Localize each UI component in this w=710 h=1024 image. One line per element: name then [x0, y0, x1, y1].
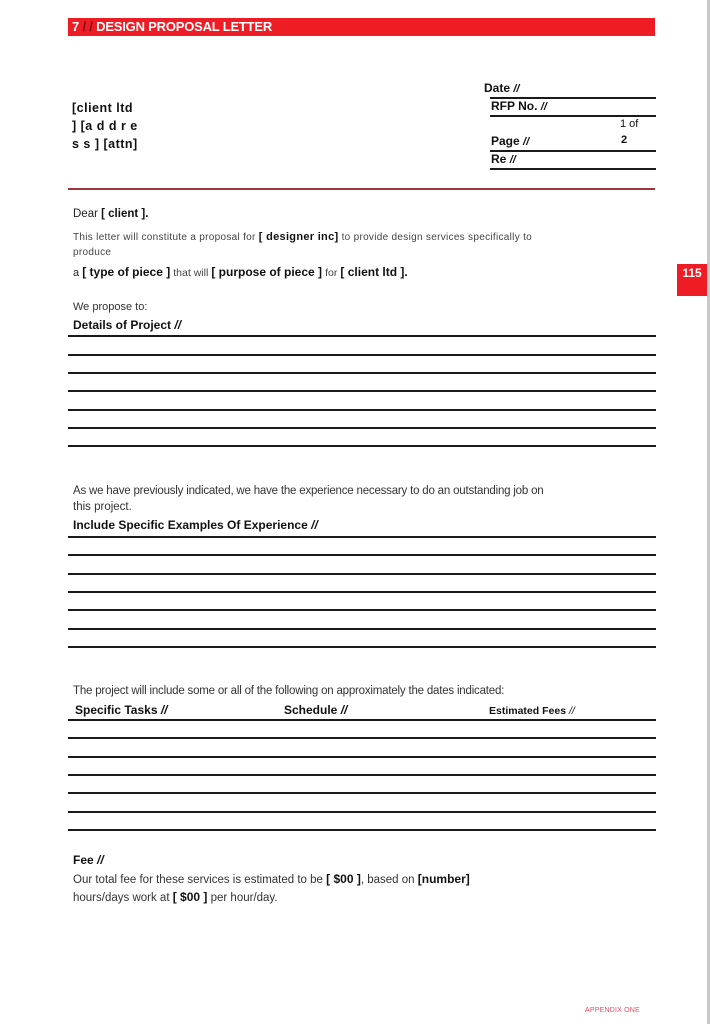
- intro-line-2: produce: [73, 247, 112, 258]
- section-header-bar: [68, 18, 655, 36]
- purpose-for: for: [325, 267, 338, 279]
- page-marker: //: [523, 136, 530, 148]
- page-label: Page: [491, 134, 520, 148]
- schedule-column-marker: //: [340, 703, 348, 717]
- greeting-suffix: .: [145, 208, 149, 220]
- details-line[interactable]: [68, 409, 656, 411]
- fee-text-4: per hour/day.: [210, 892, 278, 904]
- rfp-field[interactable]: [491, 99, 547, 113]
- experience-intro-line-1: As we have previously indicated, we have the experience necessary to do an outstanding job on: [73, 485, 544, 497]
- tasks-intro: The project will include some or all of the following on approximately the dates indicated:: [73, 685, 505, 697]
- purpose-line: [73, 265, 408, 279]
- section-number: 7: [72, 19, 80, 34]
- rate-placeholder[interactable]: [ $00 ]: [172, 890, 208, 904]
- details-line[interactable]: [68, 427, 656, 429]
- client-line-2: ] [a d d r e: [72, 119, 138, 133]
- experience-line[interactable]: [68, 573, 656, 575]
- footer-appendix-label: APPENDIX ONE: [585, 1007, 640, 1014]
- rfp-underline: [490, 115, 656, 117]
- date-label: Date: [484, 81, 511, 95]
- experience-line[interactable]: [68, 609, 656, 611]
- details-title: [73, 318, 181, 332]
- fee-marker: //: [97, 853, 104, 867]
- section-title: DESIGN PROPOSAL LETTER: [96, 19, 273, 34]
- page-count-line2: 2: [621, 134, 628, 146]
- experience-marker: //: [311, 518, 318, 532]
- experience-title: [73, 518, 318, 532]
- greeting-client-placeholder[interactable]: [ client ]: [101, 208, 146, 220]
- greeting-line: [73, 208, 148, 220]
- details-line[interactable]: [68, 445, 656, 447]
- purpose-of-piece-placeholder[interactable]: [ purpose of piece ]: [211, 265, 323, 279]
- details-line[interactable]: [68, 335, 656, 337]
- type-of-piece-placeholder[interactable]: [ type of piece ]: [82, 265, 171, 279]
- experience-title-text: Include Specific Examples Of Experience: [73, 518, 308, 532]
- details-line[interactable]: [68, 372, 656, 374]
- re-marker: //: [509, 154, 516, 166]
- rfp-label: RFP No.: [491, 99, 538, 113]
- tasks-column-label: Specific Tasks: [75, 703, 158, 717]
- re-field[interactable]: [491, 152, 516, 166]
- propose-intro: We propose to:: [73, 301, 148, 313]
- schedule-column-label: Schedule: [284, 703, 338, 717]
- client-address-block[interactable]: [72, 99, 138, 153]
- tasks-line[interactable]: [68, 737, 656, 739]
- fees-column-label: Estimated Fees: [489, 705, 567, 717]
- tasks-line[interactable]: [68, 756, 656, 758]
- page-number-tab: [677, 264, 707, 296]
- experience-intro-line-2: this project.: [73, 501, 132, 513]
- date-marker: //: [513, 83, 520, 95]
- designer-placeholder[interactable]: [ designer inc]: [258, 231, 339, 243]
- details-title-text: Details of Project: [73, 318, 172, 332]
- tasks-column-marker: //: [160, 703, 168, 717]
- rfp-marker: //: [540, 101, 547, 113]
- experience-line[interactable]: [68, 554, 656, 556]
- tasks-column-schedule: [284, 703, 347, 717]
- fee-line-2: [73, 890, 278, 904]
- re-label: Re: [491, 152, 507, 166]
- client-line-3: s s ] [attn]: [72, 137, 138, 151]
- client-ltd-placeholder[interactable]: [ client ltd ].: [340, 265, 408, 279]
- tasks-line[interactable]: [68, 719, 656, 721]
- fee-text-2: , based on: [360, 874, 415, 886]
- fee-text-1: Our total fee for these services is estimated to be: [73, 874, 323, 886]
- page-count-line1: 1 of: [620, 118, 639, 130]
- header-divider: [68, 188, 655, 190]
- details-marker: //: [174, 318, 182, 332]
- tasks-line[interactable]: [68, 774, 656, 776]
- fee-text-3: hours/days work at: [73, 892, 170, 904]
- tasks-column-specific-tasks: [75, 703, 168, 717]
- tasks-line[interactable]: [68, 811, 656, 813]
- section-separator: / /: [82, 19, 93, 34]
- intro-text-2: to provide design services specifically to: [341, 232, 533, 243]
- experience-line[interactable]: [68, 646, 656, 648]
- fee-title-text: Fee: [73, 853, 94, 867]
- total-fee-placeholder[interactable]: [ $00 ]: [326, 872, 361, 886]
- number-placeholder[interactable]: [number]: [417, 872, 470, 886]
- re-underline: [490, 168, 656, 170]
- fees-column-marker: //: [568, 705, 575, 717]
- tasks-line[interactable]: [68, 829, 656, 831]
- tasks-column-estimated-fees: [489, 705, 575, 717]
- experience-line[interactable]: [68, 628, 656, 630]
- fee-line-1: [73, 872, 470, 886]
- intro-line-1: [73, 231, 663, 243]
- page-number: 115: [682, 266, 702, 280]
- tasks-line[interactable]: [68, 792, 656, 794]
- fee-title: [73, 853, 104, 867]
- experience-line[interactable]: [68, 591, 656, 593]
- page-field[interactable]: [491, 134, 529, 148]
- purpose-mid: that will: [173, 267, 209, 279]
- details-line[interactable]: [68, 354, 656, 356]
- experience-line[interactable]: [68, 536, 656, 538]
- intro-text-1: This letter will constitute a proposal for: [73, 232, 256, 243]
- details-line[interactable]: [68, 390, 656, 392]
- client-line-1: [client ltd: [72, 101, 134, 115]
- date-field[interactable]: [484, 81, 519, 95]
- purpose-prefix: a: [73, 267, 80, 279]
- greeting-prefix: Dear: [73, 208, 98, 220]
